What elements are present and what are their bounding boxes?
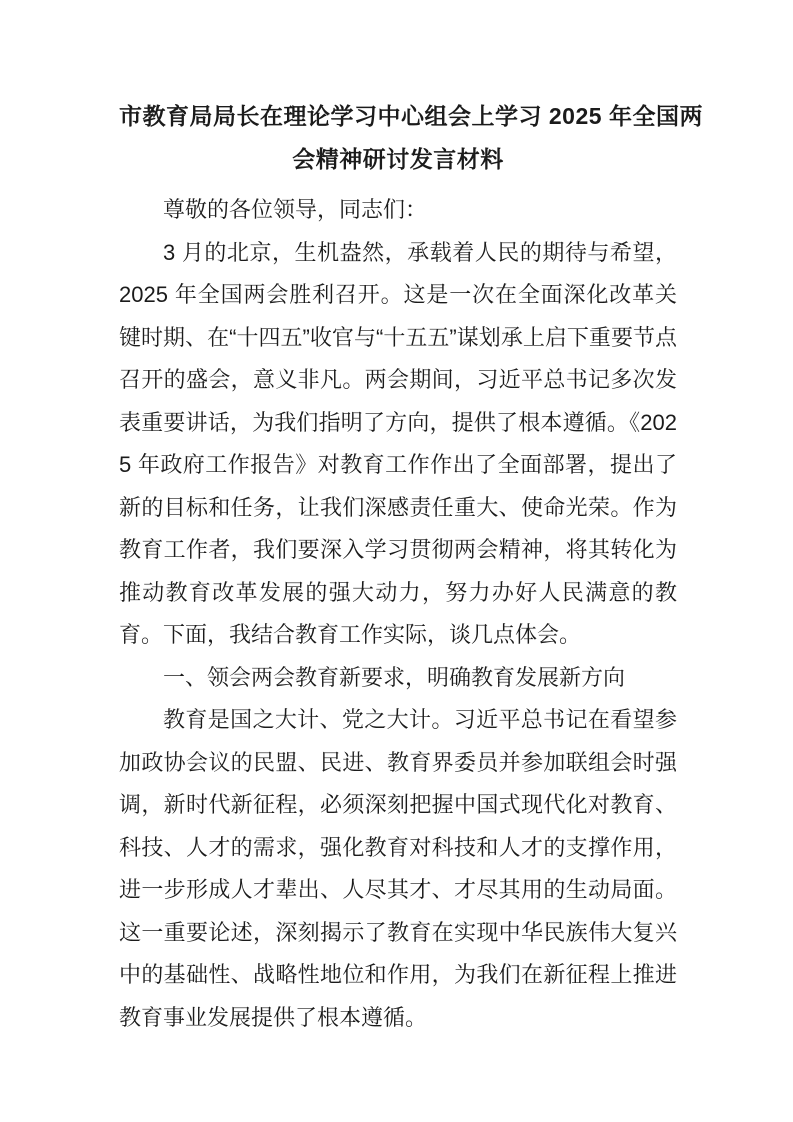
document-title xyxy=(119,95,703,181)
document-title-line-1: 市教育局局长在理论学习中心组会上学习 2025 年全国两 xyxy=(119,103,703,129)
document-body xyxy=(119,189,677,1039)
paragraph-intro: 3 月的北京，生机盎然，承载着人民的期待与希望，2025 年全国两会胜利召开。这是一次在全面深化改革关键时期、在“十四五”收官与“十五五”谋划承上启下重要节点召开的盛会，意义非凡。两会期间，习近平总书记多次发表重要讲话，为我们指明了方向，提供了根本遵循。《2025 年政府工作报告》对教育工作作出了全面部署，提出了新的目标和任务，让我们深感责任重大、使命光荣。作为教育工作者，我们要深入学习贯彻两会精神，将其转化为推动教育改革发展的强大动力，努力办好人民满意的教育。下面，我结合教育工作实际，谈几点体会。 xyxy=(119,239,677,647)
paragraph-section-1-body: 教育是国之大计、党之大计。习近平总书记在看望参加政协会议的民盟、民进、教育界委员并参加联组会时强调，新时代新征程，必须深刻把握中国式现代化对教育、科技、人才的需求，强化教育对科技和人才的支撑作用，进一步形成人才辈出、人尽其才、才尽其用的生动局面。这一重要论述，深刻揭示了教育在实现中华民族伟大复兴中的基础性、战略性地位和作用，为我们在新征程上推进教育事业发展提供了根本遵循。 xyxy=(119,707,677,1030)
paragraph-salutation: 尊敬的各位领导，同志们： xyxy=(163,197,428,222)
paragraph-section-heading-1: 一、领会两会教育新要求，明确教育发展新方向 xyxy=(163,664,626,690)
document-title-line-2: 会精神研讨发言材料 xyxy=(292,146,504,172)
